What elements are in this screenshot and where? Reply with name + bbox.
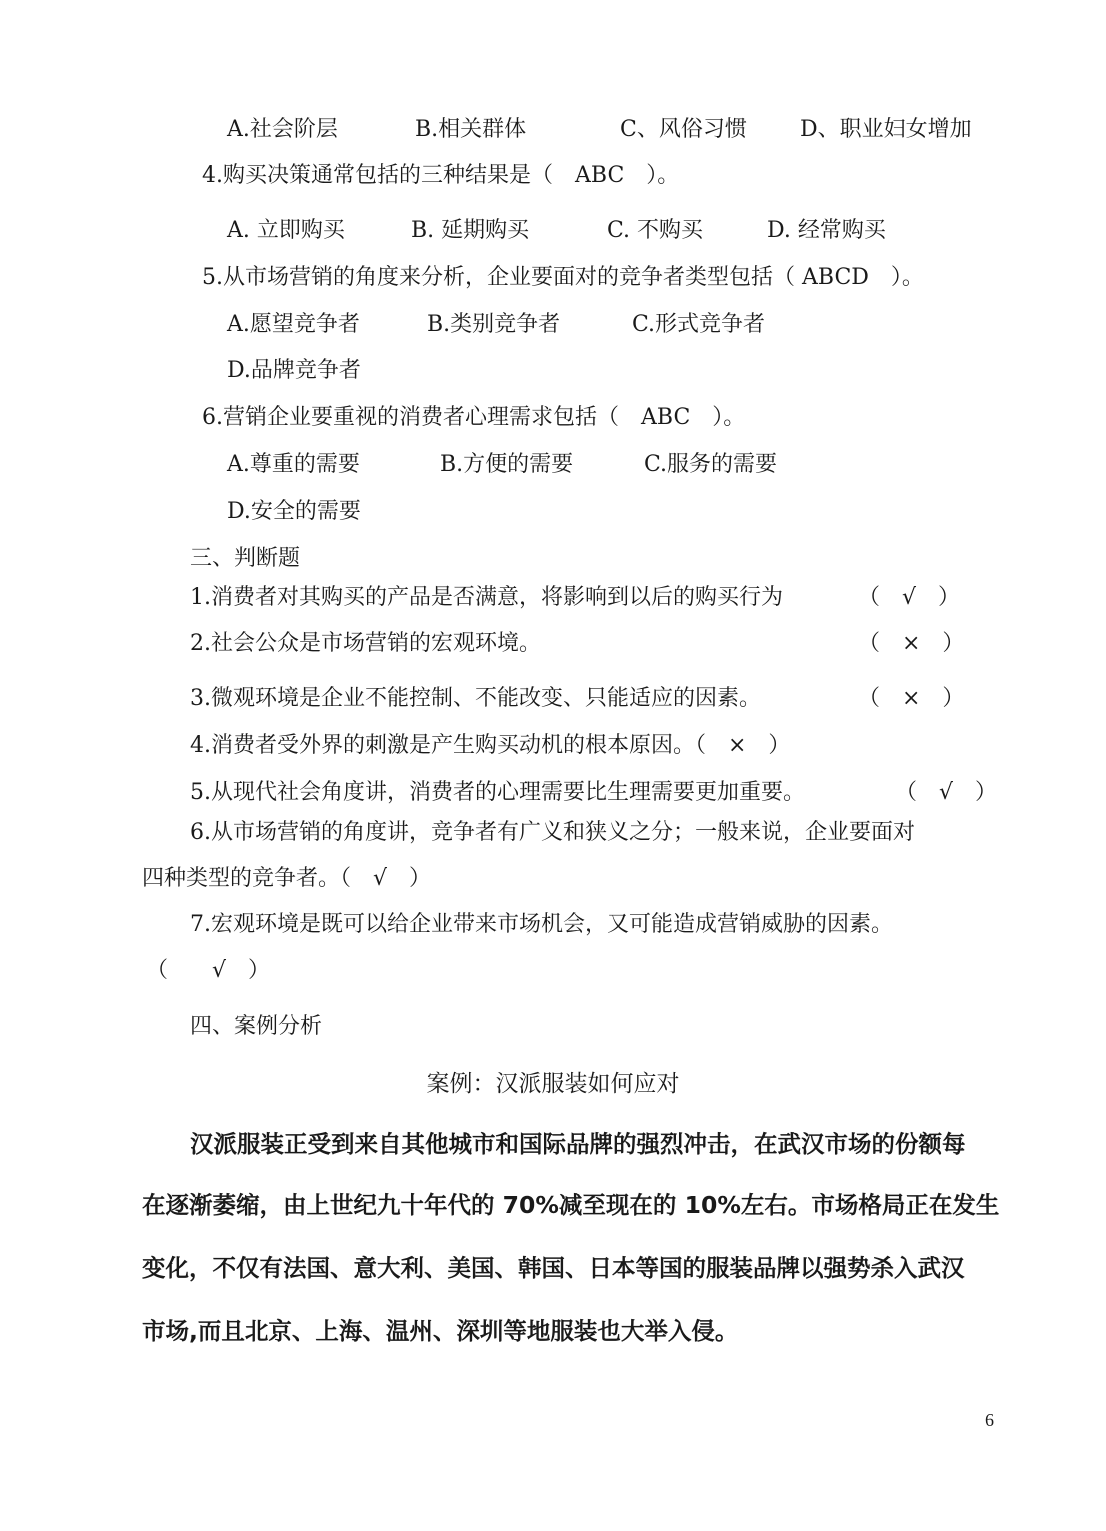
q4-stem: 4.购买决策通常包括的三种结果是（ ABC ）。 bbox=[202, 163, 680, 188]
q6-option-c: C.服务的需要 bbox=[644, 452, 778, 477]
tf-item-5-mark: （ √ ） bbox=[895, 780, 998, 805]
q6-option-d: D.安全的需要 bbox=[227, 499, 361, 524]
q4-option-b: B. 延期购买 bbox=[411, 218, 530, 243]
section-heading-judgement: 三、判断题 bbox=[190, 546, 301, 571]
case-paragraph-line-1: 汉派服装正受到来自其他城市和国际品牌的强烈冲击，在武汉市场的份额每 bbox=[190, 1130, 966, 1158]
tf-item-6-continuation: 四种类型的竞争者。（ √ ） bbox=[142, 866, 432, 891]
tf-item-1: 1.消费者对其购买的产品是否满意，将影响到以后的购买行为 bbox=[190, 585, 783, 610]
tf-item-2: 2.社会公众是市场营销的宏观环境。 bbox=[190, 631, 541, 656]
q4-option-c: C. 不购买 bbox=[607, 218, 704, 243]
q3-option-b: B.相关群体 bbox=[415, 117, 527, 142]
q3-option-d: D、职业妇女增加 bbox=[800, 117, 972, 142]
q6-option-a: A.尊重的需要 bbox=[227, 452, 360, 477]
q5-option-c: C.形式竞争者 bbox=[632, 312, 766, 337]
tf-item-3: 3.微观环境是企业不能控制、不能改变、只能适应的因素。 bbox=[190, 686, 761, 711]
q3-option-c: C、风俗习惯 bbox=[620, 117, 747, 142]
tf-item-1-mark: （ √ ） bbox=[858, 585, 961, 610]
case-paragraph-line-3: 变化，不仅有法国、意大利、美国、韩国、日本等国的服装品牌以强势杀入武汉 bbox=[142, 1254, 965, 1282]
q5-option-a: A.愿望竞争者 bbox=[227, 312, 360, 337]
tf-item-4: 4.消费者受外界的刺激是产生购买动机的根本原因。（ × ） bbox=[190, 733, 791, 758]
q6-stem: 6.营销企业要重视的消费者心理需求包括（ ABC ）。 bbox=[202, 405, 746, 430]
tf-item-6: 6.从市场营销的角度讲，竞争者有广义和狭义之分；一般来说，企业要面对 bbox=[190, 820, 915, 845]
case-title: 案例：汉派服装如何应对 bbox=[426, 1071, 680, 1097]
q5-option-b: B.类别竞争者 bbox=[427, 312, 561, 337]
tf-item-2-mark: （ × ） bbox=[858, 631, 965, 656]
page-number: 6 bbox=[985, 1410, 994, 1430]
q4-option-d: D. 经常购买 bbox=[767, 218, 886, 243]
section-heading-case: 四、案例分析 bbox=[190, 1014, 323, 1039]
tf-item-7-continuation: （ √ ） bbox=[146, 958, 271, 983]
q6-option-b: B.方便的需要 bbox=[440, 452, 574, 477]
q5-option-d: D.品牌竞争者 bbox=[227, 358, 361, 383]
tf-item-7: 7.宏观环境是既可以给企业带来市场机会，又可能造成营销威胁的因素。 bbox=[190, 912, 893, 937]
tf-item-3-mark: （ × ） bbox=[858, 686, 965, 711]
q5-stem: 5.从市场营销的角度来分析，企业要面对的竞争者类型包括（ ABCD ）。 bbox=[202, 265, 924, 290]
q4-option-a: A. 立即购买 bbox=[227, 218, 345, 243]
tf-item-5: 5.从现代社会角度讲，消费者的心理需要比生理需要更加重要。 bbox=[190, 780, 805, 805]
case-paragraph-line-2: 在逐渐萎缩，由上世纪九十年代的 70%减至现在的 10%左右。市场格局正在发生 bbox=[142, 1191, 1000, 1219]
case-paragraph-line-4: 市场,而且北京、上海、温州、深圳等地服装也大举入侵。 bbox=[142, 1317, 739, 1345]
q3-option-a: A.社会阶层 bbox=[227, 117, 338, 142]
